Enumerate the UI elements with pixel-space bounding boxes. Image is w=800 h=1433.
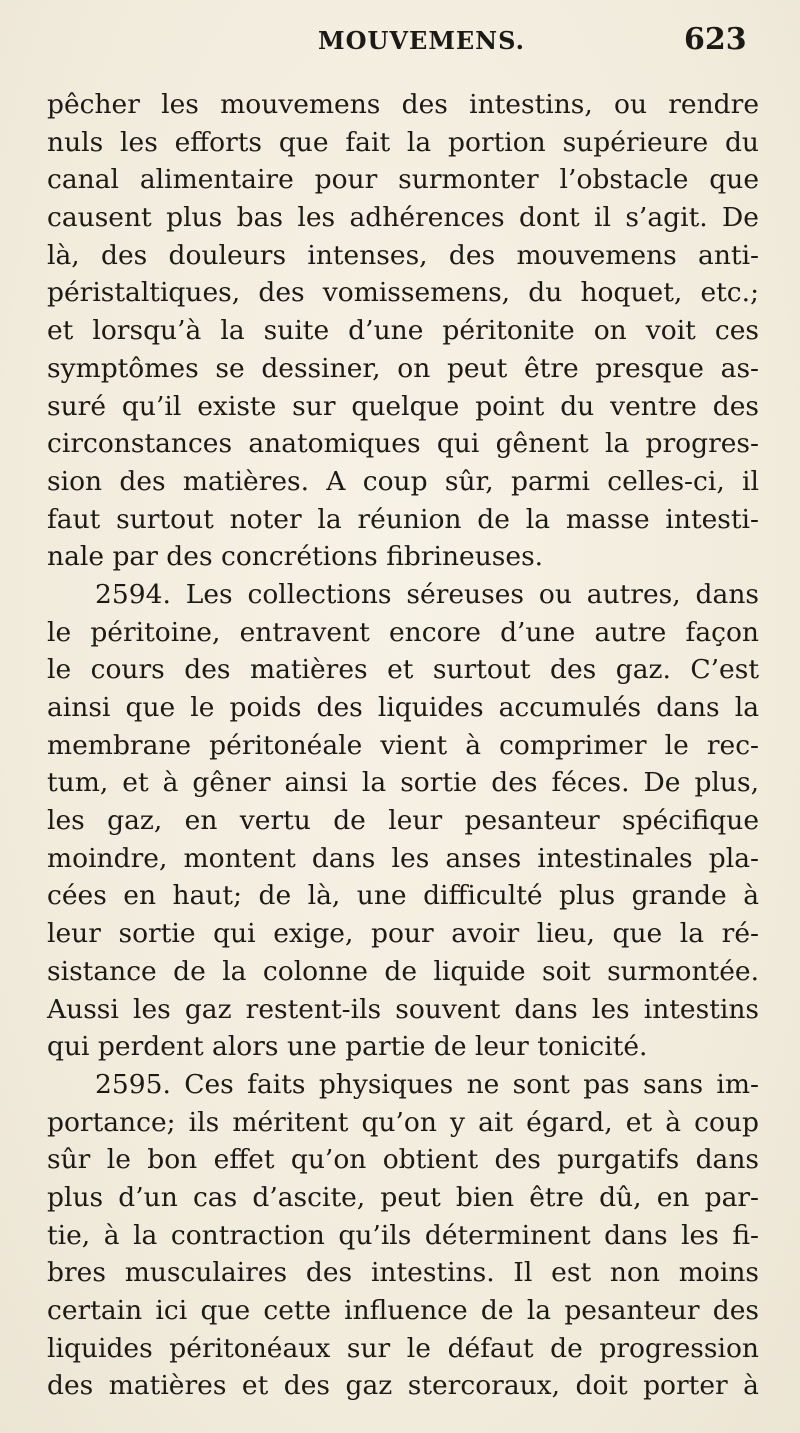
running-head: MOUVEMENS. [318, 26, 525, 55]
text-line: leur sortie qui exige, pour avoir lieu, que la ré- [47, 918, 759, 950]
text-line: sûr le bon effet qu’on obtient des purgatifs dans [47, 1144, 759, 1176]
text-line: et lorsqu’à la suite d’une péritonite on voit ces [47, 315, 759, 347]
text-line: 2595. Ces faits physiques ne sont pas sans im- [95, 1068, 759, 1100]
page-number: 623 [684, 22, 747, 57]
text-line: canal alimentaire pour surmonter l’obstacle que [47, 164, 759, 196]
text-line: sion des matières. A coup sûr, parmi celles-ci, il [47, 465, 759, 497]
text-line: suré qu’il existe sur quelque point du ventre des [47, 390, 759, 422]
text-line: sistance de la colonne de liquide soit surmontée. [47, 955, 759, 987]
text-line: les gaz, en vertu de leur pesanteur spécifique [47, 805, 759, 837]
page-header [0, 22, 800, 62]
text-line: péristaltiques, des vomissemens, du hoquet, etc.; [47, 277, 759, 309]
text-line: nuls les efforts que fait la portion supérieure du [47, 126, 759, 158]
text-line: moindre, montent dans les anses intestinales pla- [47, 842, 759, 874]
text-line: Aussi les gaz restent-ils souvent dans les intestins [47, 993, 759, 1025]
text-line: bres musculaires des intestins. Il est non moins [47, 1257, 759, 1289]
text-line: des matières et des gaz stercoraux, doit porter à [47, 1370, 759, 1402]
text-line: circonstances anatomiques qui gênent la progres- [47, 428, 759, 460]
body-text [47, 86, 759, 1405]
text-line: le cours des matières et surtout des gaz. C’est [47, 654, 759, 686]
text-line: faut surtout noter la réunion de la masse intesti- [47, 503, 759, 535]
text-line: nale par des concrétions fibrineuses. [47, 541, 544, 573]
text-line: liquides péritonéaux sur le défaut de progression [47, 1332, 759, 1364]
text-line: portance; ils méritent qu’on y ait égard, et à coup [47, 1106, 759, 1138]
text-line: plus d’un cas d’ascite, peut bien être dû, en par- [47, 1181, 759, 1213]
text-line: tie, à la contraction qu’ils déterminent dans les fi- [47, 1219, 759, 1251]
text-line: causent plus bas les adhérences dont il s’agit. De [47, 202, 759, 234]
text-line: membrane péritonéale vient à comprimer le rec- [47, 729, 759, 761]
text-line: certain ici que cette influence de la pesanteur des [47, 1295, 759, 1326]
text-line: tum, et à gêner ainsi la sortie des féces. De plus, [47, 767, 759, 799]
text-line: qui perdent alors une partie de leur tonicité. [47, 1031, 648, 1063]
text-line: symptômes se dessiner, on peut être presque as- [47, 352, 759, 384]
text-line: là, des douleurs intenses, des mouvemens anti- [47, 239, 759, 271]
text-line: 2594. Les collections séreuses ou autres, dans [95, 578, 759, 610]
text-line: cées en haut; de là, une difficulté plus grande à [47, 880, 759, 912]
text-line: pêcher les mouvemens des intestins, ou rendre [47, 89, 759, 120]
text-line: ainsi que le poids des liquides accumulés dans la [47, 692, 759, 723]
text-line: le péritoine, entravent encore d’une autre façon [47, 616, 759, 648]
